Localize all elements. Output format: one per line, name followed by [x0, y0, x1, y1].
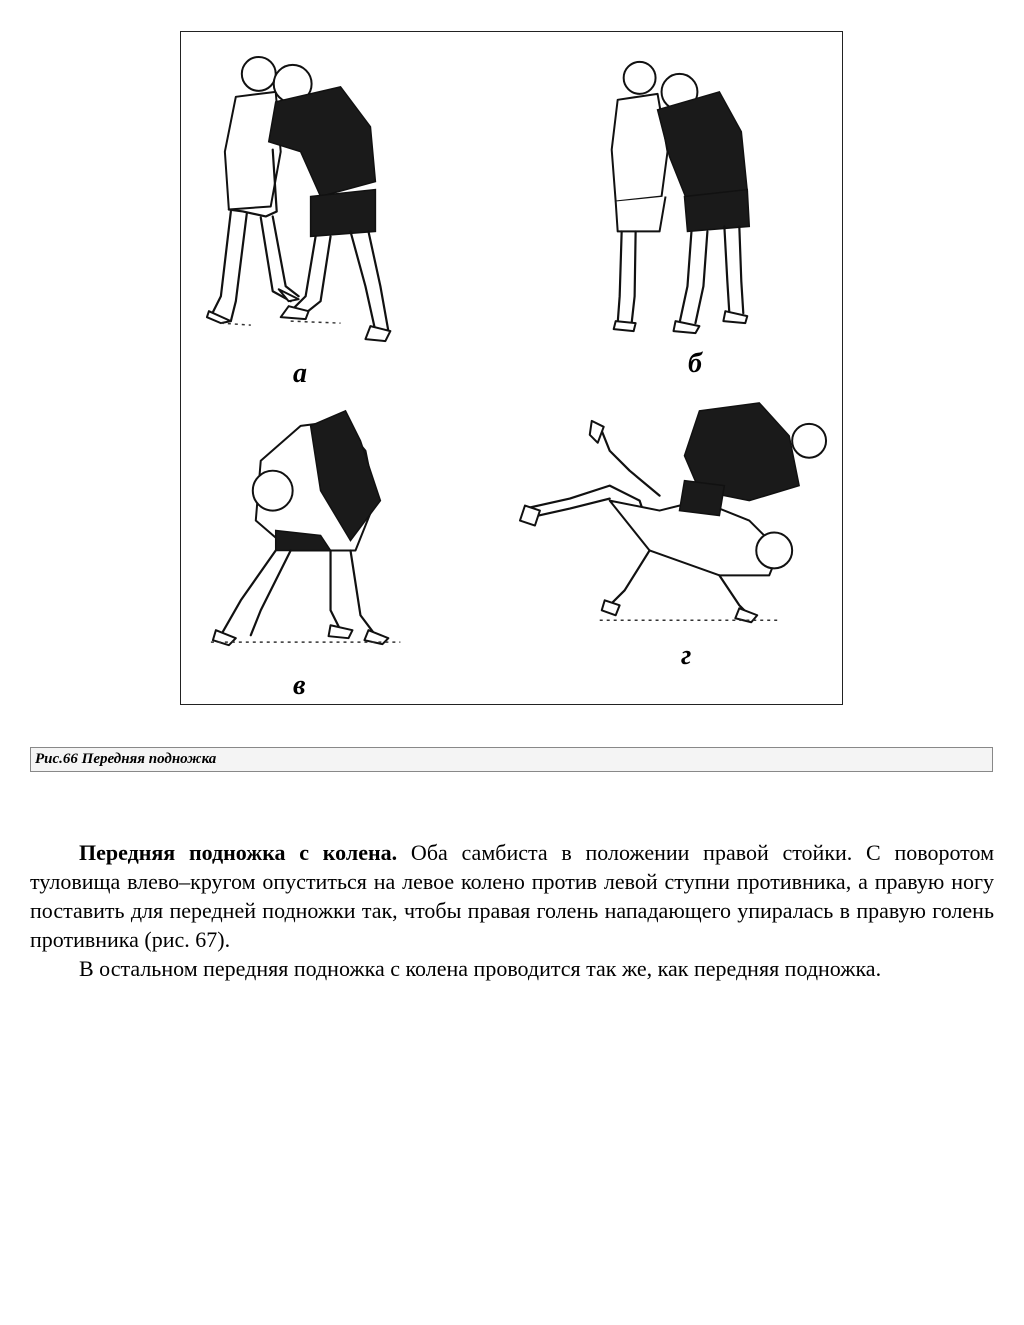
paragraph-2: В остальном передняя подножка с колена проводится так же, как передняя подножка. [79, 956, 882, 981]
paragraph-1-text: Оба самбиста в положении правой стойки. С поворотом туловища влево–кругом опуститься на левое колено против левой ступни противника, а правую ногу поставить для передней подножки так, чтобы правая голень нападающего упиралась в правую голень противника (рис. 67). [30, 840, 995, 952]
paragraph-1-heading: Передняя подножка с колена. [79, 840, 398, 865]
body-text [30, 838, 994, 983]
sambo-throw-stage-b-icon [612, 62, 750, 333]
sambo-throw-stage-a-icon [207, 57, 390, 341]
sambo-throw-stage-v-icon [211, 411, 400, 645]
panel-label-g: г [681, 640, 692, 671]
panel-label-v: в [293, 670, 306, 701]
sambo-throw-stage-g-icon [520, 403, 826, 622]
figure-illustration [180, 31, 843, 705]
panel-label-a: а [293, 358, 307, 389]
figure-caption: Рис.66 Передняя подножка [30, 747, 993, 772]
paragraph-1 [30, 838, 994, 954]
panel-label-b: б [688, 348, 702, 379]
